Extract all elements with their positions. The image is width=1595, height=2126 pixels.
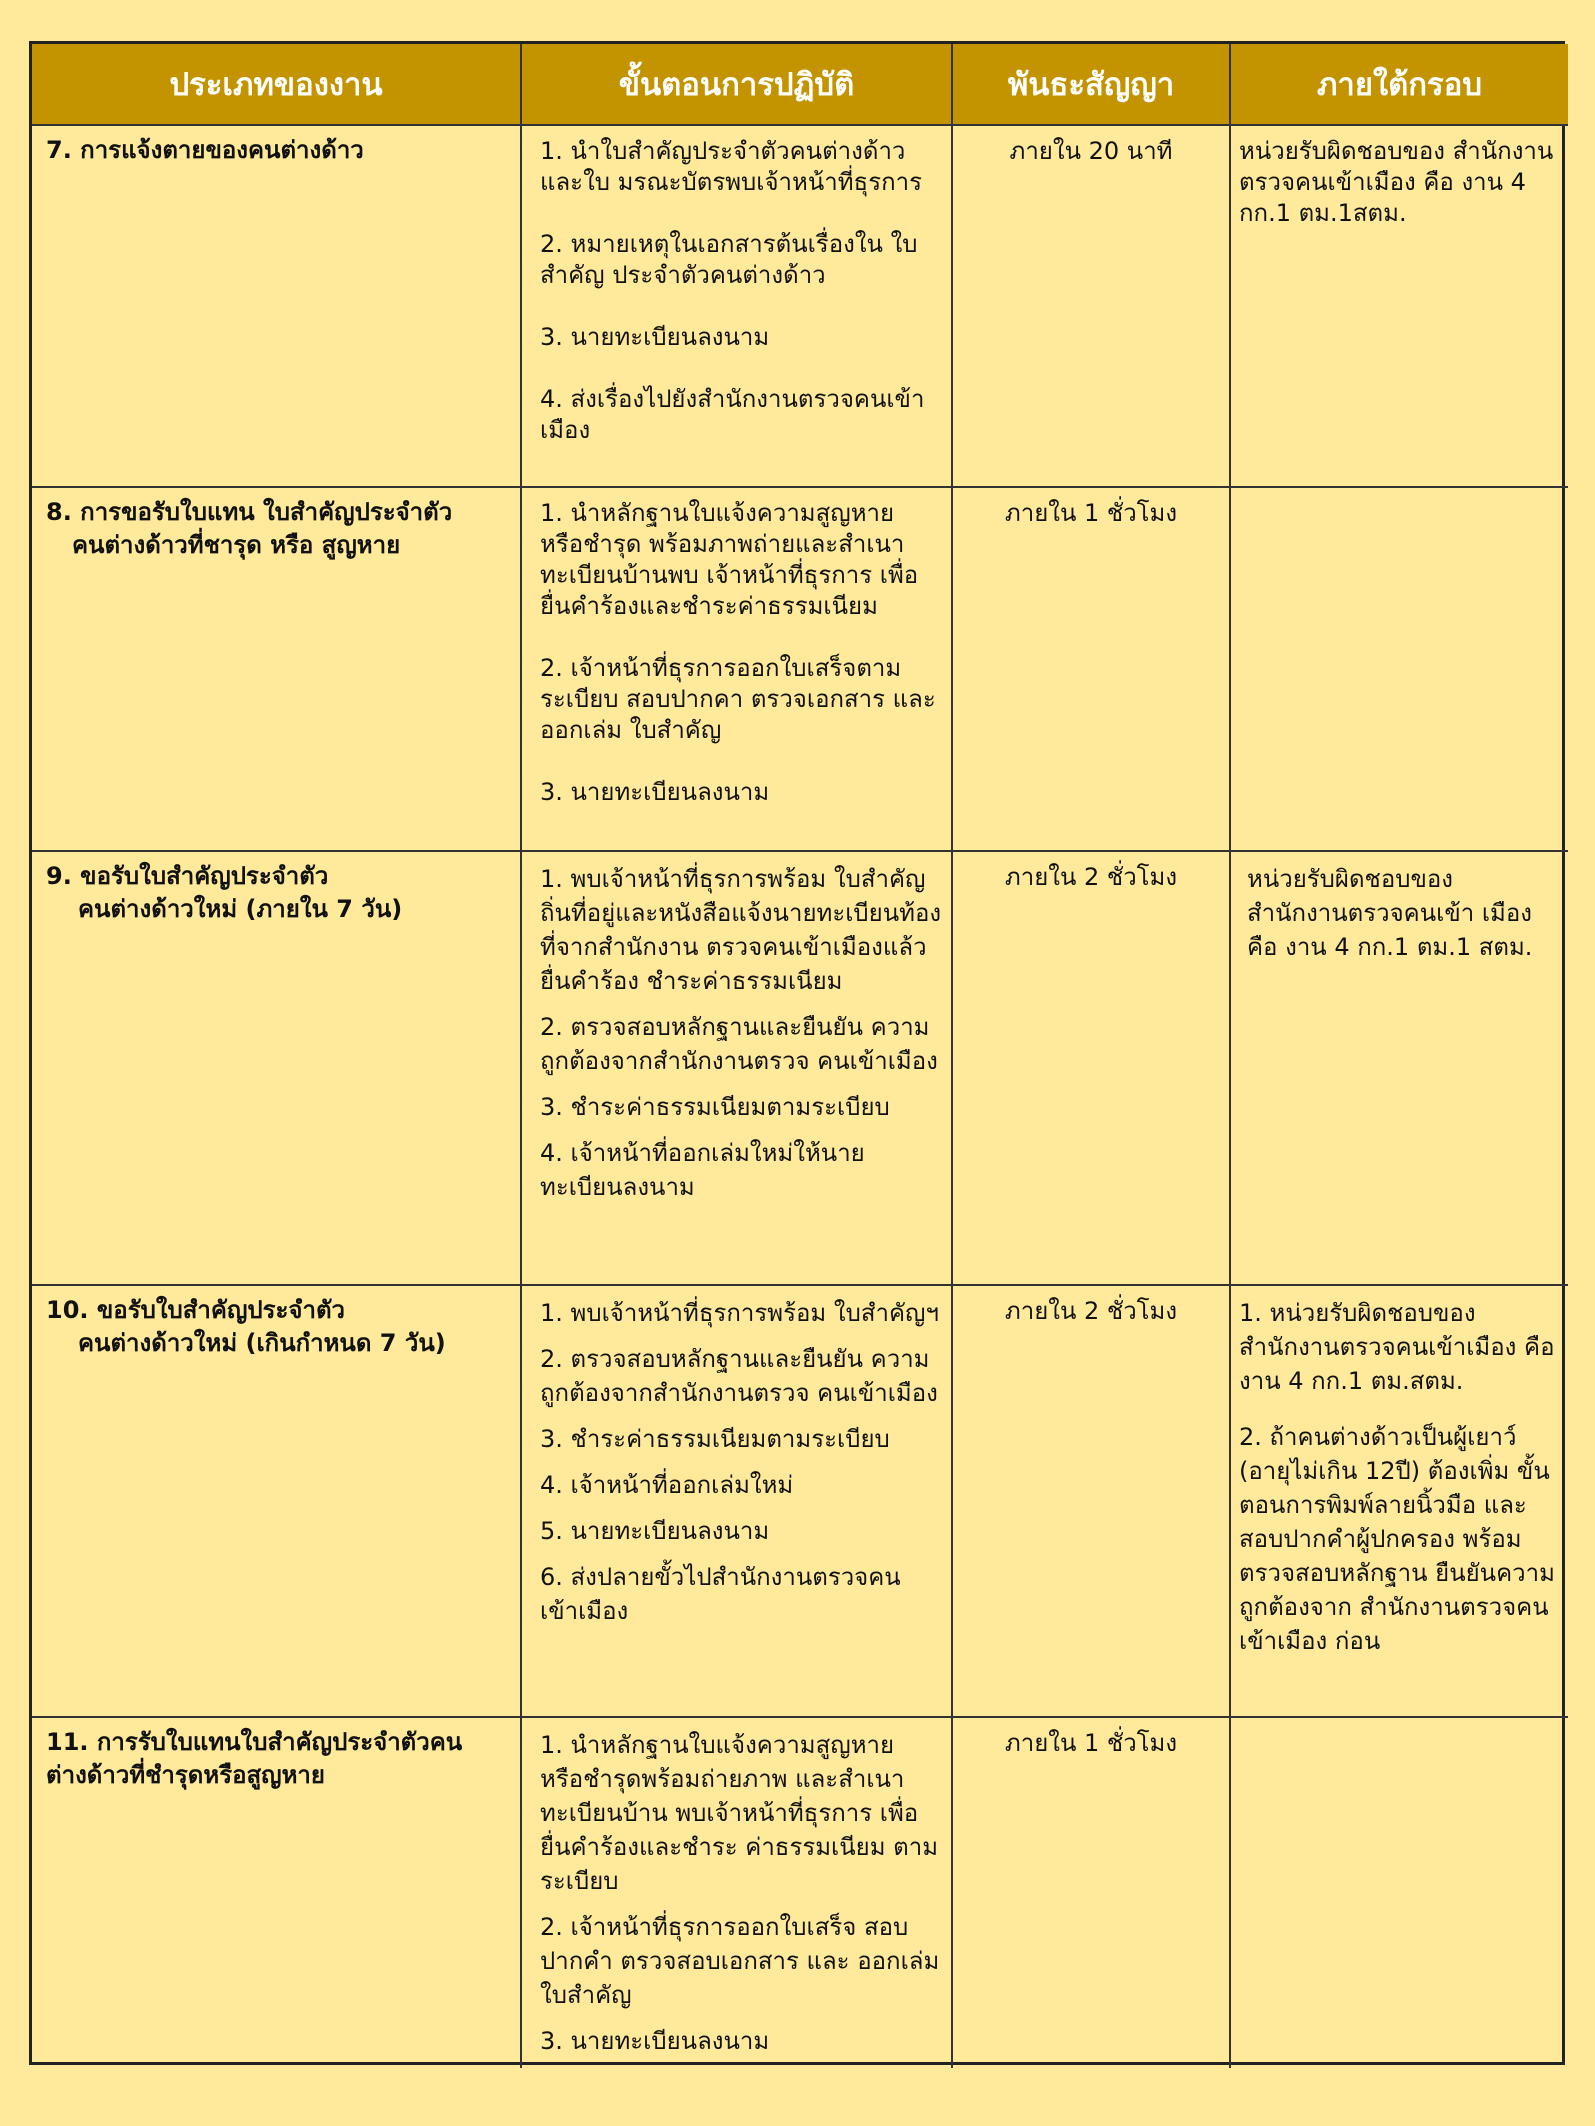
row-11-type: [32, 1718, 522, 2068]
row-10-type: [32, 1286, 522, 1718]
step-item: 3. ชำระค่าธรรมเนียมตามระเบียบ: [540, 1425, 890, 1453]
step-item: 4. ส่งเรื่องไปยังสำนักงานตรวจคนเข้าเมือง: [540, 385, 925, 444]
type-line: คนต่างด้าวใหม่ (ภายใน 7 วัน): [78, 895, 403, 923]
row-10-framework: [1231, 1286, 1568, 1718]
type-line: 9. ขอรับใบสำคัญประจำตัว: [46, 862, 329, 890]
row-9-steps: [522, 852, 953, 1286]
step-item: 3. ชำระค่าธรรมเนียมตามระเบียบ: [540, 1093, 890, 1121]
step-item: 1. นำหลักฐานใบแจ้งความสูญหาย หรือชำรุดพร้อมถ่ายภาพ และสำเนาทะเบียนบ้าน พบเจ้าหน้าที่ธุรการ เพื่อยื่นคำร้องและชำระ ค่าธรรมเนียม ตามระเบียบ: [540, 1731, 939, 1895]
type-line: คนต่างด้าวใหม่ (เกินกำหนด 7 วัน): [78, 1329, 446, 1357]
framework-note: หน่วยรับผิดชอบของ สำนักงานตรวจคนเข้า เมือง คือ งาน 4 กก.1 ตม.1 สตม.: [1247, 865, 1533, 961]
column-header-commitment: พันธะสัญญา: [953, 44, 1231, 126]
type-line: 8. การขอรับใบแทน ใบสำคัญประจำตัว: [46, 498, 453, 526]
row-9-framework: [1231, 852, 1568, 1286]
step-item: 3. นายทะเบียนลงนาม: [540, 323, 770, 351]
type-line: คนต่างด้าวที่ชารุด หรือ สูญหาย: [72, 531, 401, 559]
step-item: 2. เจ้าหน้าที่ธุรการออกใบเสร็จ สอบปากคำ ตรวจสอบเอกสาร และ ออกเล่มใบสำคัญ: [540, 1913, 940, 2009]
step-item: 1. นำใบสำคัญประจำตัวคนต่างด้าว และใบ มรณะบัตรพบเจ้าหน้าที่ธุรการ: [540, 137, 922, 196]
framework-note: หน่วยรับผิดชอบของ สำนักงานตรวจคนเข้าเมือง คือ งาน 4 กก.1 ตม.1สตม.: [1239, 137, 1554, 227]
framework-note: 2. ถ้าคนต่างด้าวเป็นผู้เยาว์ (อายุไม่เกิน 12ปี) ต้องเพิ่ม ขั้นตอนการพิมพ์ลายนิ้วมือ และสอบปากคำผู้ปกครอง พร้อมตรวจสอบหลักฐาน ยืนยันความถูกต้องจาก สำนักงานตรวจคนเข้าเมือง ก่อน: [1239, 1423, 1555, 1655]
step-item: 6. ส่งปลายขั้วไปสำนักงานตรวจคน เข้าเมือง: [540, 1563, 901, 1625]
step-item: 2. เจ้าหน้าที่ธุรการออกใบเสร็จตาม ระเบียบ สอบปากคา ตรวจเอกสาร และออกเล่ม ใบสำคัญ: [540, 654, 936, 744]
step-item: 2. ตรวจสอบหลักฐานและยืนยัน ความถูกต้องจากสำนักงานตรวจ คนเข้าเมือง: [540, 1345, 938, 1407]
column-header-work-type: ประเภทของงาน: [32, 44, 522, 126]
row-11-framework: [1231, 1718, 1568, 2068]
row-7-framework: [1231, 126, 1568, 488]
type-line: 11. การรับใบแทนใบสำคัญประจำตัวคน ต่างด้าวที่ชำรุดหรือสูญหาย: [46, 1728, 463, 1789]
step-item: 5. นายทะเบียนลงนาม: [540, 1517, 770, 1545]
framework-note: 1. หน่วยรับผิดชอบของ สำนักงานตรวจคนเข้าเมือง คือ งาน 4 กก.1 ตม.สตม.: [1239, 1299, 1555, 1395]
type-line: 7. การแจ้งตายของคนต่างด้าว: [46, 136, 364, 164]
row-8-type: [32, 488, 522, 852]
row-7-deadline: ภายใน 20 นาที: [953, 126, 1231, 488]
step-item: 1. พบเจ้าหน้าที่ธุรการพร้อม ใบสำคัญถิ่นที่อยู่และหนังสือแจ้งนายทะเบียนท้องที่จากสำนักงาน ตรวจคนเข้าเมืองแล้วยื่นคำร้อง ชำระค่าธรรมเนียม: [540, 865, 942, 995]
row-11-steps: [522, 1718, 953, 2068]
row-9-deadline: ภายใน 2 ชั่วโมง: [953, 852, 1231, 1286]
column-header-procedure: ขั้นตอนการปฏิบัติ: [522, 44, 953, 126]
step-item: 4. เจ้าหน้าที่ออกเล่มใหม่ให้นาย ทะเบียนลงนาม: [540, 1139, 865, 1201]
row-8-deadline: ภายใน 1 ชั่วโมง: [953, 488, 1231, 852]
row-10-deadline: ภายใน 2 ชั่วโมง: [953, 1286, 1231, 1718]
step-item: 2. ตรวจสอบหลักฐานและยืนยัน ความถูกต้องจากสำนักงานตรวจ คนเข้าเมือง: [540, 1013, 938, 1075]
row-9-type: [32, 852, 522, 1286]
row-7-type: [32, 126, 522, 488]
row-11-deadline: ภายใน 1 ชั่วโมง: [953, 1718, 1231, 2068]
row-7-steps: [522, 126, 953, 488]
row-8-framework: [1231, 488, 1568, 852]
step-item: 3. นายทะเบียนลงนาม: [540, 2027, 770, 2055]
row-10-steps: [522, 1286, 953, 1718]
row-8-steps: [522, 488, 953, 852]
step-item: 1. พบเจ้าหน้าที่ธุรการพร้อม ใบสำคัญฯ: [540, 1299, 939, 1327]
step-item: 3. นายทะเบียนลงนาม: [540, 778, 770, 806]
step-item: 1. นำหลักฐานใบแจ้งความสูญหาย หรือชำรุด พร้อมภาพถ่ายและสำเนาทะเบียนบ้านพบ เจ้าหน้าที่ธุรการ เพื่อยื่นคำร้องและชำระค่าธรรมเนียม: [540, 499, 919, 620]
column-header-framework: ภายใต้กรอบ: [1231, 44, 1568, 126]
type-line: 10. ขอรับใบสำคัญประจำตัว: [46, 1296, 346, 1324]
step-item: 2. หมายเหตุในเอกสารต้นเรื่องใน ใบสำคัญ ประจำตัวคนต่างด้าว: [540, 230, 918, 289]
step-item: 4. เจ้าหน้าที่ออกเล่มใหม่: [540, 1471, 794, 1499]
procedure-table: [29, 41, 1565, 2065]
